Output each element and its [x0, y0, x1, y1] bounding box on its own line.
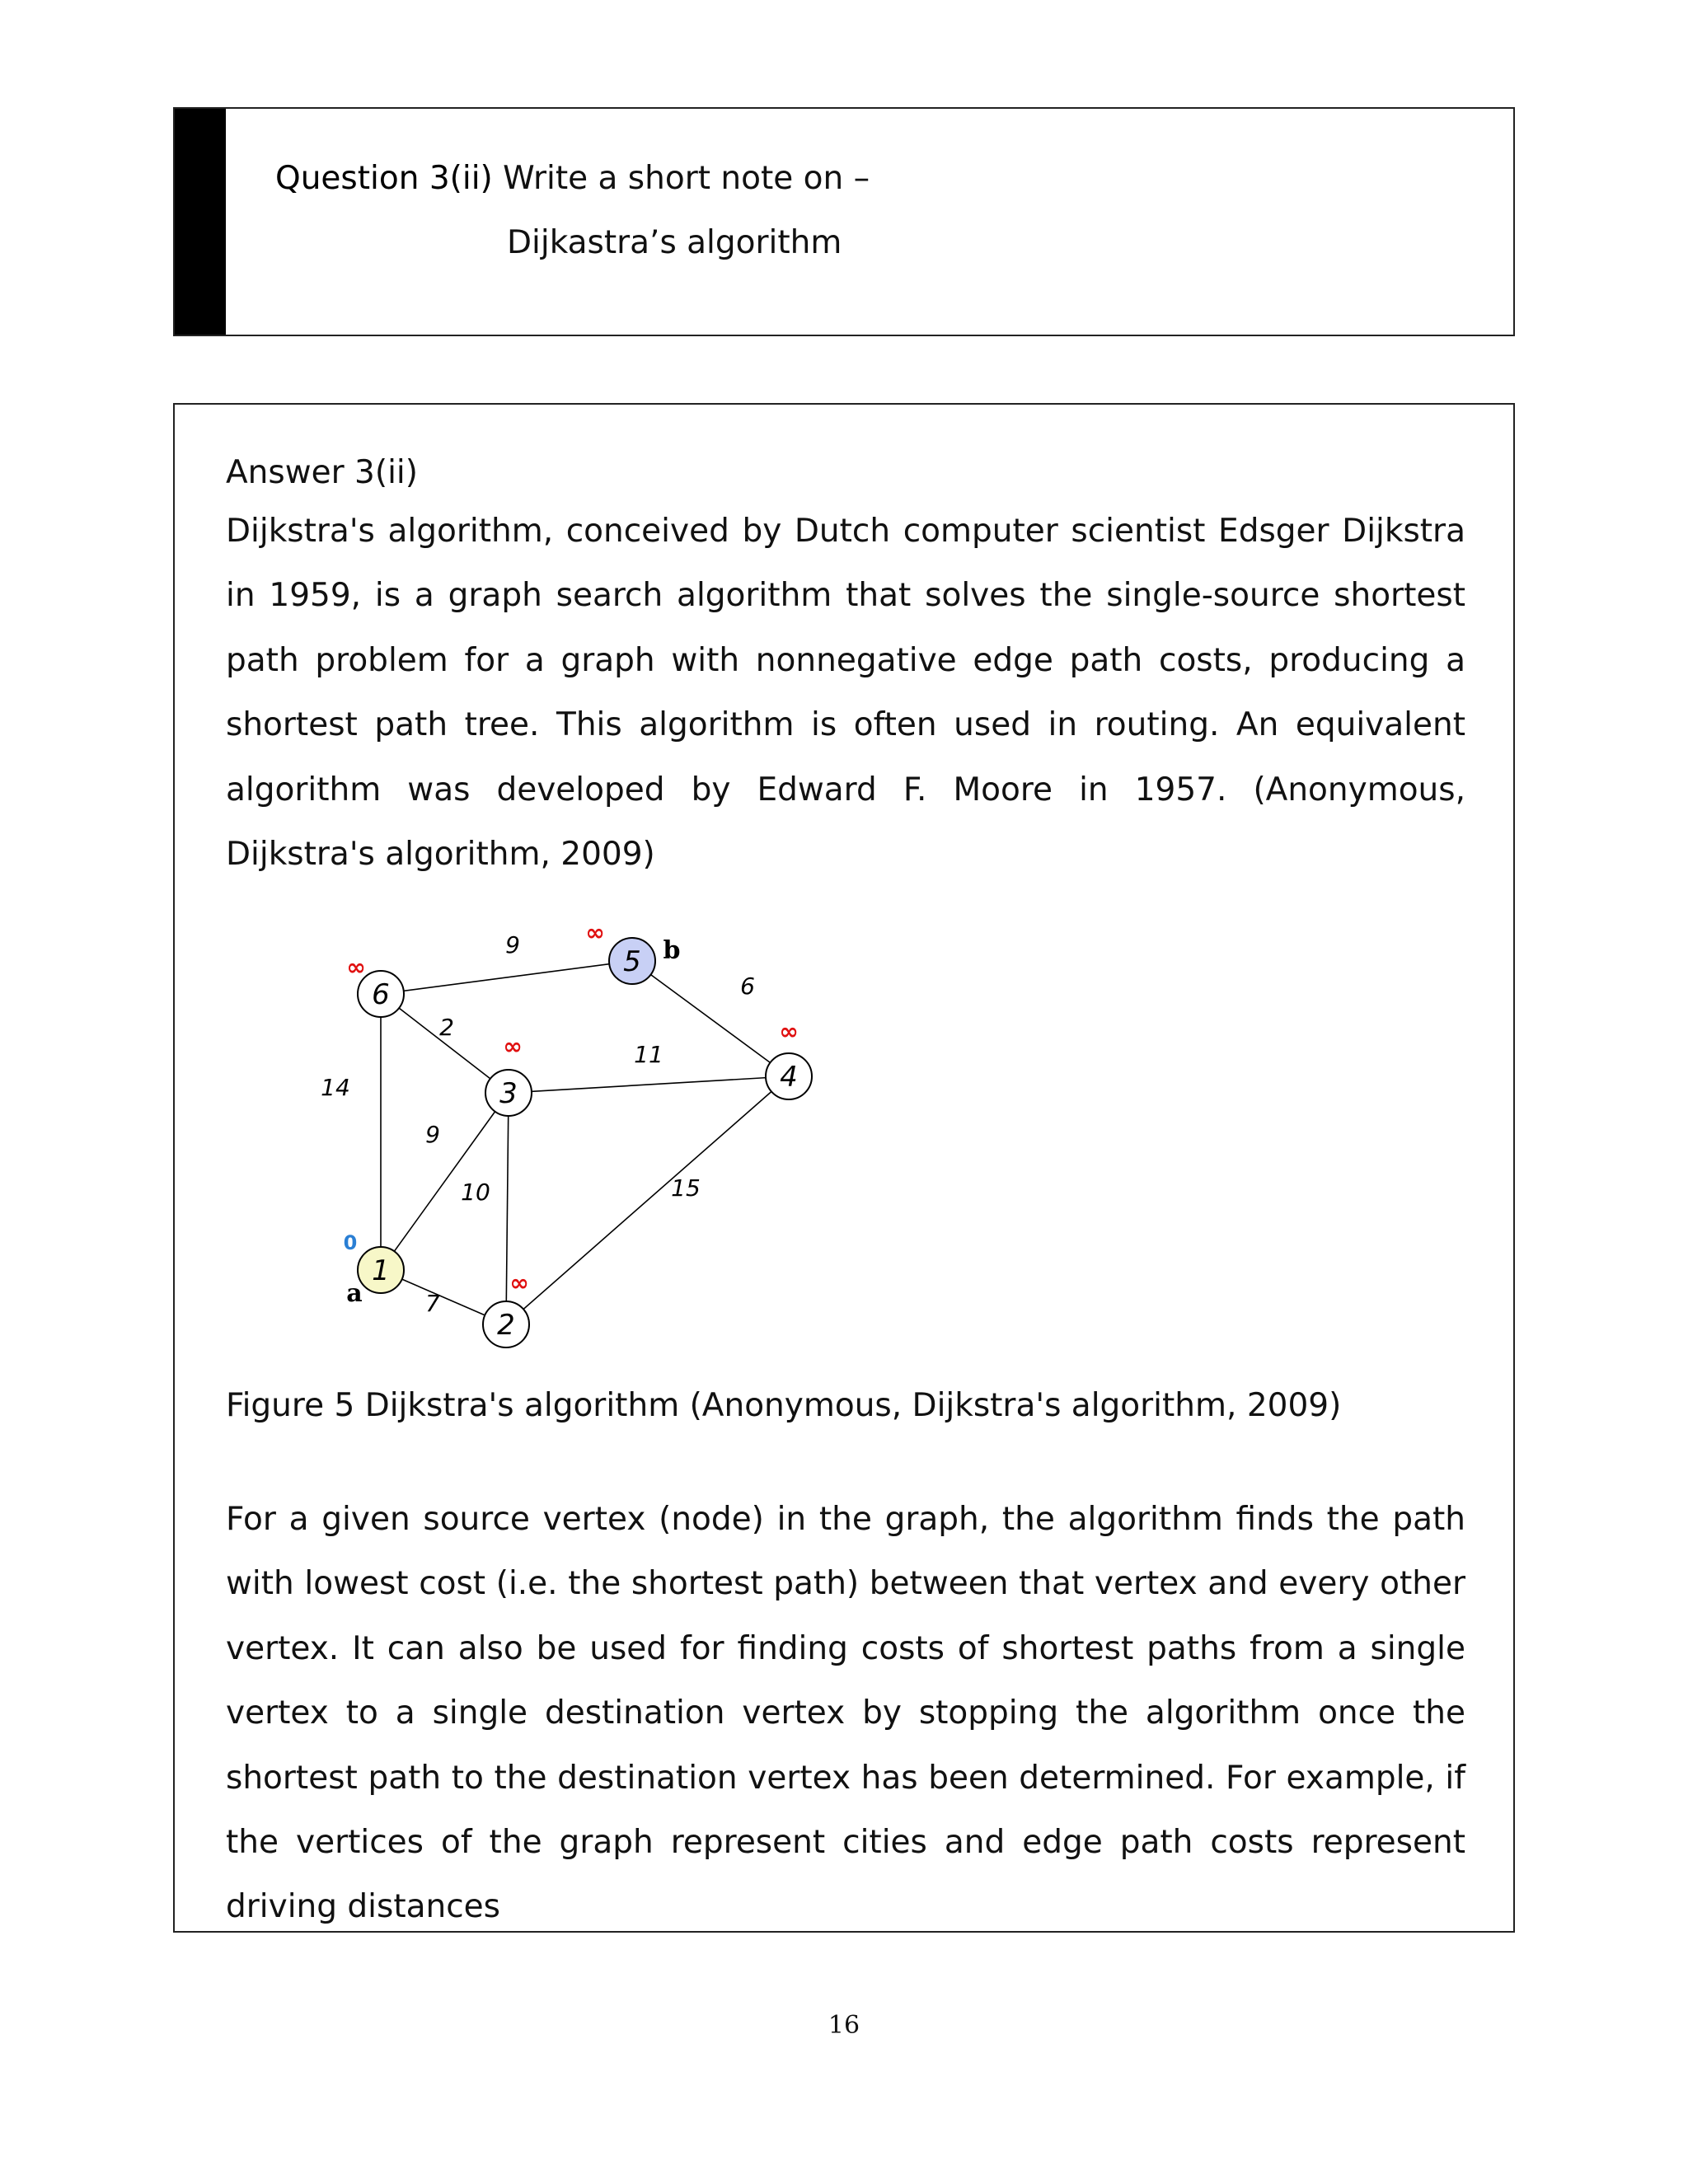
question-topic: Dijkastra’s algorithm: [507, 224, 842, 261]
graph-edge-6-5: [381, 961, 632, 994]
answer-box: [173, 403, 1515, 1933]
graph-edge-weight: 10: [461, 1179, 490, 1206]
graph-node-label: 3: [499, 1077, 518, 1110]
graph-node-distance: ∞: [779, 1018, 799, 1045]
graph-diagram: [302, 916, 879, 1377]
graph-node-label: 6: [372, 978, 390, 1011]
question-side-bar: [175, 109, 226, 335]
graph-edge-weight: 6: [740, 972, 755, 1000]
graph-node-distance: ∞: [585, 919, 605, 946]
graph-node-distance: 0: [343, 1231, 358, 1254]
page-number: 16: [828, 2011, 860, 2040]
graph-figure: [302, 916, 879, 1377]
answer-paragraph-2: For a given source vertex (node) in the graph, the algorithm finds the path with lowest cost (i.e. the shortest path) between that vertex and every other vertex. It can also be used for finding costs of shortest paths from a single vertex to a single destination vertex by stopping the algorithm once the shortest path to the destination vertex has been determined. For example, if the vertices of the graph represent cities and edge path costs represent driving distances: [226, 1501, 1465, 1926]
graph-node-label: 5: [623, 945, 641, 978]
question-box: [173, 107, 1515, 336]
graph-edge-weight: 11: [634, 1041, 663, 1068]
graph-edge-weight: 15: [671, 1174, 701, 1202]
graph-node-distance: ∞: [503, 1033, 523, 1060]
figure-caption: [226, 1387, 1341, 1424]
figure-caption-label: Figure 5: [226, 1387, 355, 1424]
graph-edge-6-3: [381, 994, 509, 1093]
graph-edge-3-4: [509, 1076, 789, 1093]
graph-edge-weight: 9: [425, 1121, 440, 1148]
question-label: Question 3(ii): [275, 160, 493, 197]
question-text: Write a short note on –: [492, 160, 870, 197]
figure-caption-text: Dijkstra's algorithm (Anonymous, Dijkstra's algorithm, 2009): [354, 1387, 1342, 1424]
graph-edge-2-4: [506, 1076, 789, 1324]
graph-edge-3-2: [506, 1093, 509, 1324]
graph-node-name: a: [346, 1279, 363, 1308]
graph-edge-weight: 2: [439, 1014, 454, 1041]
answer-title: Answer 3(ii): [226, 454, 418, 491]
graph-node-name: b: [663, 936, 681, 965]
graph-node-distance: ∞: [346, 954, 366, 981]
graph-node-label: 2: [497, 1309, 515, 1342]
graph-node-label: 4: [780, 1061, 798, 1094]
graph-node-label: 1: [372, 1254, 390, 1287]
graph-node-distance: ∞: [509, 1269, 529, 1296]
answer-paragraph-1: Dijkstra's algorithm, conceived by Dutch computer scientist Edsger Dijkstra in 1959, is a graph search algorithm that solves the single-source shortest path problem for a graph with nonnegative edge path costs, producing a shortest path tree. This algorithm is often used in routing. An equivalent algorithm was developed by Edward F. Moore in 1957. (Anonymous, Dijkstra's algorithm, 2009): [226, 513, 1465, 874]
graph-edge-weight: 14: [321, 1074, 350, 1101]
question-heading: [275, 160, 870, 197]
graph-edge-weight: 7: [425, 1290, 440, 1317]
graph-edge-weight: 9: [505, 931, 520, 958]
